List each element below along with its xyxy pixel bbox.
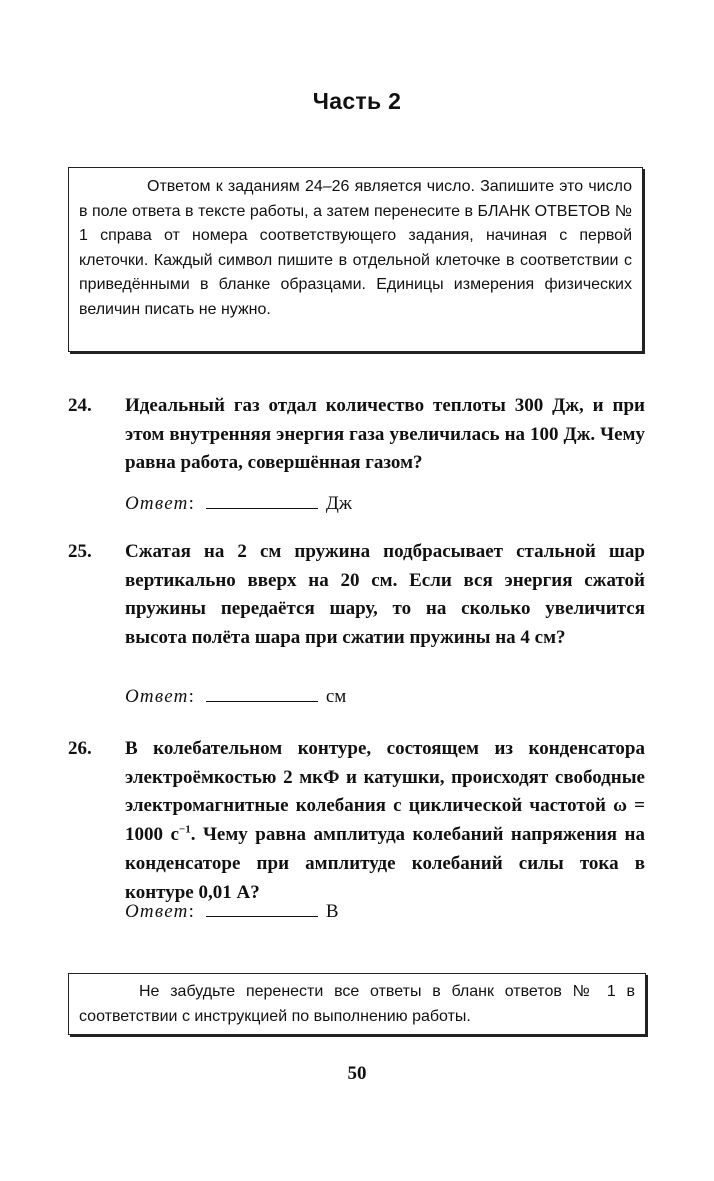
answer-label: Ответ bbox=[125, 901, 189, 922]
page-title: Часть 2 bbox=[312, 88, 402, 114]
answer-row: Ответ: см bbox=[125, 686, 347, 707]
task-26 bbox=[68, 735, 646, 935]
task-25 bbox=[68, 538, 646, 713]
instructions-box bbox=[68, 167, 643, 352]
answer-label: Ответ bbox=[125, 493, 189, 514]
answer-input-line[interactable] bbox=[206, 685, 318, 702]
task-number: 24. bbox=[68, 395, 92, 416]
task-text: Сжатая на 2 см пружина подбрасывает стальной шар вертикально вверх на 20 см. Если вся энергия сжатой пружины передаётся шару, то на сколько увеличится высота полёта шара при сжатии пружины на 4 см? bbox=[125, 541, 645, 649]
answer-input-line[interactable] bbox=[206, 492, 318, 509]
answer-unit: В bbox=[325, 901, 339, 922]
task-24 bbox=[68, 392, 646, 517]
answer-label: Ответ bbox=[125, 686, 189, 707]
answer-unit: Дж bbox=[325, 493, 352, 514]
task-text: В колебательном контуре, состоящем из конденсатора электроёмкостью 2 мкФ и катушки, происходят свободные электромагнитные колебания с циклической частотой ω = 1000 $с^{-1}$. Чему равна амплитуда колебаний напряжения на конденсаторе при амплитуде колебаний силы тока в контуре 0,01 А? bbox=[125, 738, 645, 903]
superscript: −1 bbox=[178, 823, 191, 836]
task-text: Идеальный газ отдал количество теплоты 300 Дж, и при этом внутренняя энергия газа увеличилась на 100 Дж. Чему равна работа, совершённая газом? bbox=[125, 395, 645, 474]
answer-row: Ответ: Дж bbox=[125, 493, 352, 514]
answer-row: Ответ: В bbox=[125, 901, 339, 922]
reminder-text: Не забудьте перенести все ответы в бланк ответов № 1 в соответствии с инструкцией по выполнению работы. bbox=[79, 983, 635, 1025]
task-number: 26. bbox=[68, 738, 92, 759]
answer-input-line[interactable] bbox=[206, 900, 318, 917]
page-number: 50 bbox=[347, 1063, 367, 1084]
answer-unit: см bbox=[325, 686, 347, 707]
task-number: 25. bbox=[68, 541, 92, 562]
reminder-box bbox=[68, 973, 646, 1035]
instructions-text: Ответом к заданиям 24–26 является число. Запишите это число в поле ответа в тексте работы, а затем перенесите в БЛАНК ОТВЕТОВ № 1 справа от номера соответствующего задания, начиная с первой клеточки. Каждый символ пишите в отдельной клеточке в соответствии с приведёнными в бланке образцами. Единицы измерения физических величин писать не нужно. bbox=[79, 178, 632, 318]
